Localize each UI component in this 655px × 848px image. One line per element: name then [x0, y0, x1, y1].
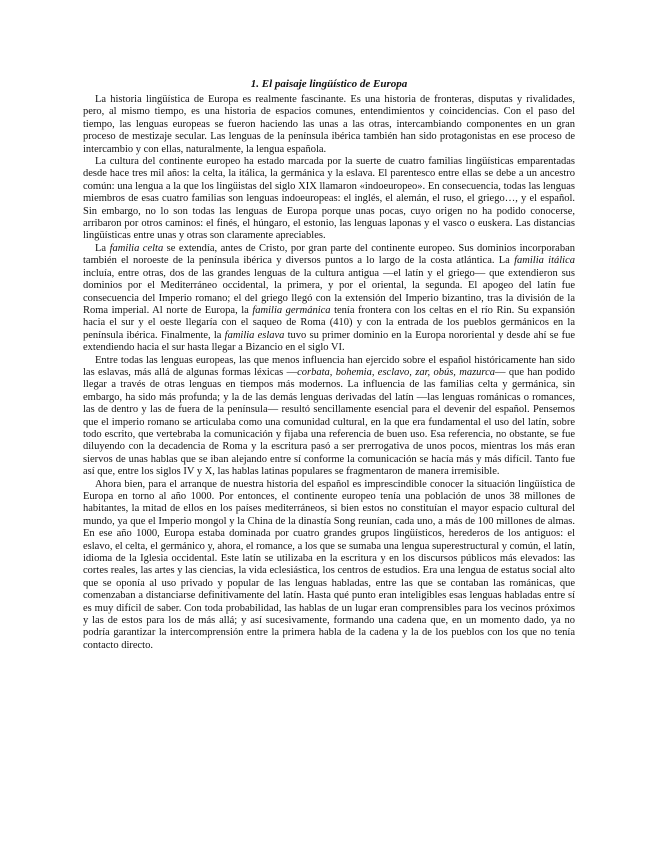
text-run: La — [95, 242, 110, 254]
italic-term-familia-germanica: familia germánica — [252, 304, 331, 316]
text-run: tenía frontera con los celtas en el río Rin. Su expansión hacia el sur y el oeste llegaría con el saqueo de Roma (410) y con la entrada de los pueblos germánicos en la península ibérica. Finalmente, la — [83, 304, 575, 341]
section-title: 1. El paisaje lingüístico de Europa — [250, 78, 408, 90]
text-run: incluía, entre otras, dos de las grandes lenguas de la cultura antigua —el latín y el griego— que extendieron sus dominios por el Mediterráneo occidental, la primera, y por el oriental, la segunda. El apogeo del latín fue consecuencia del Imperio romano; el del griego llegó con la extensión del Imperio bizantino, tras la división de la Roma imperial. Al norte de Europa, la — [83, 267, 575, 316]
text-run: Entre todas las lenguas europeas, las que menos influencia han ejercido sobre el español históricamente han sido las eslavas, más allá de algunas formas léxicas — — [83, 354, 575, 378]
italic-term-familia-italica: familia itálica — [514, 255, 575, 267]
paragraph-5: Ahora bien, para el arranque de nuestra historia del español es imprescindible conocer la situación lingüística de Europa en torno al año 1000. Por entonces, el continente europeo tenía una población de unos 38 millones de habitantes, la mitad de ellos en los países mediterráneos, si bien estos no constituían el mayor espacio cultural del mundo, ya que el Imperio mongol y la China de la dinastía Song reunían, cada uno, a más de 100 millones de almas. En ese año 1000, Europa estaba dominada por cuatro grandes grupos lingüísticos, herederos de los antiguos: el eslavo, el celta, el germánico y, ahora, el romance, a los que se sumaba una lengua superestructural y común, el latín, idioma de la Iglesia occidental. Este latín se utilizaba en la escritura y en los discursos públicos más elevados: las cortes reales, las artes y las ciencias, la vida eclesiástica, los centros de estudios. Era una lengua de estatus social alto que se oponía al uso privado y popular de las lenguas habladas, entre las que se contaban las románicas, que comenzaban a distanciarse definitivamente del latín. Hasta qué punto eran inteligibles esas lenguas habladas entre sí es muy difícil de saber. Con toda probabilidad, las hablas de un lugar eran comprensibles para los vecinos próximos y las de estos para los de más allá; y así sucesivamente, formando una cadena que, en un momento dado, ya no podría garantizar la intercomprensión entre la primera habla de la cadena y la de los pueblos con los que no tenía contacto directo. — [83, 478, 575, 651]
italic-word-list: corbata, bohemia, esclavo, zar, obús, mazurca — [297, 366, 496, 378]
paragraph-2: La cultura del continente europeo ha estado marcada por la suerte de cuatro familias lingüísticas emparentadas desde hace tres mil años: la celta, la itálica, la germánica y la eslava. El parentesco entre ellas se debe a un ancestro común: una lengua a la que los lingüistas del siglo XIX llamaron «indoeuropeo». En consecuencia, todas las lenguas miembros de esas cuatro familias son lenguas indoeuropeas: el inglés, el alemán, el ruso, el griego…, y el español. Sin embargo, no lo son todas las lenguas de Europa porque unas pocas, cuyo origen no ha podido conocerse, arribaron por otros caminos: el finés, el húngaro, el estonio, las lenguas laponas y el vasco o euskera. Las distancias lingüísticas entre unas y otras son claramente apreciables. — [83, 156, 575, 242]
text-run: tuvo su primer dominio en la Europa nororiental y desde ahí se fue extendiendo hacia el sur hasta llegar a Bizancio en el siglo VI. — [83, 329, 575, 354]
text-run: se extendía, antes de Cristo, por gran parte del continente europeo. Sus dominios incorporaban también el noroeste de la península ibérica y diversos puntos a lo largo de la costa atlántica. La — [83, 242, 575, 267]
paragraph-4 — [83, 355, 575, 479]
text-run: — que han podido llegar a través de otras lenguas en tiempos más modernos. La influencia de las familias celta y germánica, sin embargo, ha sido más profunda; y la de las demás lenguas derivadas del latín —las lenguas románicas o romances, las de dentro y las de fuera de la península— resultó sencillamente esencial para el devenir del español. Pensemos que el imperio romano se articulaba como una comunidad cultural, en la que era fundamental el uso del latín, sobre todo escrito, que vertebraba la comunicación y fijaba una referencia de buen uso. Esa referencia, no obstante, se fue diluyendo con la decadencia de Roma y la escritura pasó a ser prerrogativa de unos pocos, mientras los más eran siervos de unas hablas que se iban alejando entre sí conforme la comunicación se hacía más y más difícil. Tanto fue así que, entre los siglos IV y X, las hablas latinas populares se fragmentaron de manera irremisible. — [83, 366, 575, 478]
italic-term-familia-celta: familia celta — [109, 242, 164, 254]
paragraph-3 — [83, 243, 575, 355]
italic-term-familia-eslava: familia eslava — [224, 329, 285, 341]
paragraph-1: La historia lingüística de Europa es realmente fascinante. Es una historia de fronteras, disputas y rivalidades, pero, al mismo tiempo, es una historia de espacios comunes, entendimientos y coincidencias. Con el paso del tiempo, las lenguas europeas se fueron haciendo las unas a las otras, intercambiando componentes en un gran proceso de mestizaje secular. Las lenguas de la península ibérica también han sido protagonistas en ese proceso de intercambio y con ellas, naturalmente, la lengua española. — [83, 94, 575, 155]
